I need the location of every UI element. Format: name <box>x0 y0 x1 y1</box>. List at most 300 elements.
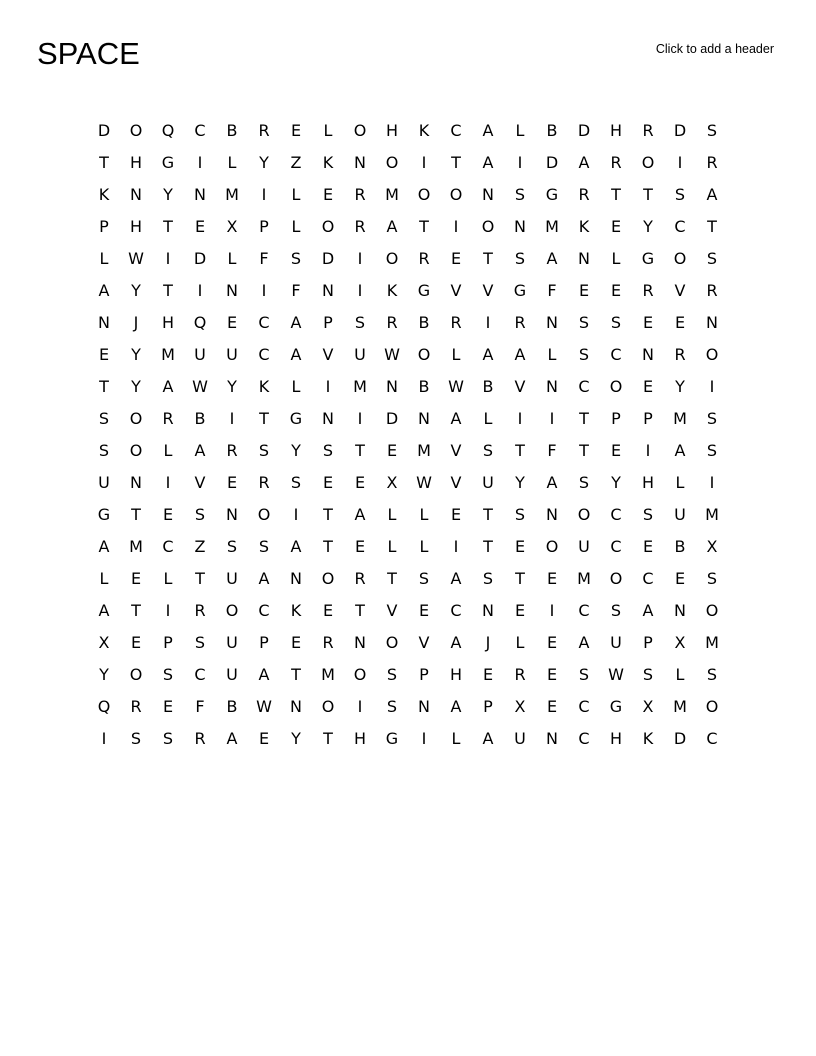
grid-letter: O <box>705 345 719 364</box>
grid-letter: U <box>578 537 590 556</box>
grid-letter: M <box>353 377 367 396</box>
grid-letter: H <box>609 729 623 748</box>
grid-letter: L <box>515 121 525 140</box>
grid-letter: E <box>578 281 590 300</box>
grid-letter: A <box>258 569 270 588</box>
grid-letter: W <box>448 377 464 396</box>
grid-letter: N <box>98 313 110 332</box>
grid-letter: Y <box>99 665 109 684</box>
grid-letter: O <box>321 569 335 588</box>
grid-letter: U <box>482 473 494 492</box>
grid-letter: E <box>674 313 686 332</box>
grid-letter: L <box>291 217 301 236</box>
grid-letter: L <box>323 121 333 140</box>
grid-letter: E <box>546 665 558 684</box>
grid-letter: Y <box>131 345 141 364</box>
grid-letter: L <box>675 665 685 684</box>
grid-letter: R <box>354 217 366 236</box>
grid-letter: T <box>515 569 525 588</box>
grid-letter: E <box>450 249 462 268</box>
grid-letter: V <box>194 473 206 492</box>
grid-letter: S <box>578 473 590 492</box>
grid-letter: A <box>98 601 110 620</box>
grid-letter: L <box>227 153 237 172</box>
grid-letter: T <box>579 409 589 428</box>
grid-letter: R <box>642 121 654 140</box>
grid-letter: I <box>453 217 459 236</box>
grid-letter: Y <box>675 377 685 396</box>
grid-letter: L <box>483 409 493 428</box>
grid-letter: X <box>98 633 110 652</box>
grid-letter: V <box>450 281 462 300</box>
grid-letter: C <box>674 217 686 236</box>
grid-letter: E <box>290 121 302 140</box>
grid-letter: T <box>291 665 301 684</box>
grid-letter: N <box>674 601 686 620</box>
grid-letter: M <box>705 633 719 652</box>
grid-letter: N <box>482 185 494 204</box>
grid-letter: K <box>290 601 302 620</box>
grid-letter: P <box>419 665 429 684</box>
grid-letter: A <box>354 505 366 524</box>
grid-letter: U <box>226 345 238 364</box>
grid-letter: P <box>643 409 653 428</box>
grid-letter: B <box>226 697 238 716</box>
grid-letter: A <box>450 633 462 652</box>
grid-letter: R <box>354 185 366 204</box>
grid-letter: P <box>611 409 621 428</box>
grid-letter: X <box>642 697 654 716</box>
grid-letter: S <box>706 441 718 460</box>
grid-letter: S <box>706 665 718 684</box>
grid-letter: A <box>450 409 462 428</box>
grid-letter: M <box>161 345 175 364</box>
grid-letter: I <box>645 441 651 460</box>
grid-letter: T <box>323 505 333 524</box>
grid-letter: G <box>161 153 175 172</box>
grid-letter: R <box>130 697 142 716</box>
grid-letter: T <box>355 601 365 620</box>
grid-letter: L <box>419 505 429 524</box>
grid-letter: W <box>192 377 208 396</box>
grid-letter: I <box>709 473 715 492</box>
grid-letter: I <box>709 377 715 396</box>
grid-letter: T <box>323 729 333 748</box>
grid-letter: G <box>513 281 527 300</box>
grid-letter: I <box>517 409 523 428</box>
grid-letter: A <box>98 281 110 300</box>
grid-letter: T <box>163 217 173 236</box>
grid-letter: Y <box>131 281 141 300</box>
grid-letter: X <box>674 633 686 652</box>
grid-letter: X <box>226 217 238 236</box>
grid-letter: H <box>129 153 143 172</box>
grid-letter: C <box>258 313 270 332</box>
grid-letter: E <box>610 441 622 460</box>
grid-letter: E <box>610 281 622 300</box>
grid-letter: H <box>129 217 143 236</box>
grid-letter: A <box>450 697 462 716</box>
grid-letter: Q <box>97 697 111 716</box>
grid-letter: E <box>610 217 622 236</box>
grid-letter: I <box>357 281 363 300</box>
grid-letter: C <box>194 665 206 684</box>
grid-letter: S <box>162 729 174 748</box>
grid-letter: A <box>578 153 590 172</box>
grid-letter: Y <box>259 153 269 172</box>
grid-letter: W <box>256 697 272 716</box>
grid-letter: A <box>482 121 494 140</box>
grid-letter: R <box>418 249 430 268</box>
grid-letter: C <box>706 729 718 748</box>
grid-letter: U <box>194 345 206 364</box>
grid-letter: T <box>323 537 333 556</box>
grid-letter: A <box>546 249 558 268</box>
grid-letter: S <box>706 121 718 140</box>
grid-letter: L <box>163 441 173 460</box>
grid-letter: R <box>322 633 334 652</box>
grid-letter: O <box>385 633 399 652</box>
grid-letter: S <box>578 665 590 684</box>
grid-letter: I <box>357 697 363 716</box>
grid-letter: T <box>515 441 525 460</box>
grid-letter: S <box>706 409 718 428</box>
grid-letter: A <box>546 473 558 492</box>
grid-letter: L <box>291 377 301 396</box>
grid-letter: S <box>642 505 654 524</box>
grid-letter: U <box>610 633 622 652</box>
grid-letter: T <box>387 569 397 588</box>
grid-letter: K <box>418 121 430 140</box>
grid-letter: E <box>162 697 174 716</box>
grid-letter: P <box>643 633 653 652</box>
grid-letter: S <box>674 185 686 204</box>
grid-letter: I <box>261 281 267 300</box>
grid-letter: S <box>194 505 206 524</box>
grid-letter: S <box>386 665 398 684</box>
grid-letter: R <box>706 153 718 172</box>
grid-letter: P <box>163 633 173 652</box>
grid-letter: E <box>642 377 654 396</box>
grid-letter: E <box>546 633 558 652</box>
grid-letter: N <box>386 377 398 396</box>
grid-letter: O <box>481 217 495 236</box>
grid-letter: M <box>225 185 239 204</box>
grid-letter: C <box>610 537 622 556</box>
grid-letter: P <box>99 217 109 236</box>
grid-letter: U <box>98 473 110 492</box>
grid-letter: B <box>482 377 494 396</box>
grid-letter: O <box>417 185 431 204</box>
grid-letter: C <box>610 345 622 364</box>
grid-letter: E <box>546 697 558 716</box>
grid-letter: S <box>578 313 590 332</box>
grid-letter: G <box>641 249 655 268</box>
grid-letter: B <box>546 121 558 140</box>
grid-letter: D <box>321 249 335 268</box>
grid-letter: R <box>258 121 270 140</box>
grid-letter: L <box>387 505 397 524</box>
grid-letter: A <box>194 441 206 460</box>
grid-letter: I <box>101 729 107 748</box>
grid-letter: E <box>130 569 142 588</box>
grid-letter: I <box>485 313 491 332</box>
grid-letter: I <box>357 409 363 428</box>
grid-letter: S <box>322 441 334 460</box>
grid-letter: Y <box>611 473 621 492</box>
grid-letter: G <box>97 505 111 524</box>
grid-letter: L <box>419 537 429 556</box>
grid-letter: S <box>706 569 718 588</box>
grid-letter: R <box>194 729 206 748</box>
grid-letter: E <box>130 633 142 652</box>
grid-letter: L <box>451 345 461 364</box>
grid-letter: S <box>386 697 398 716</box>
grid-letter: M <box>577 569 591 588</box>
grid-letter: D <box>193 249 207 268</box>
grid-letter: C <box>450 121 462 140</box>
grid-letter: F <box>195 697 205 716</box>
grid-letter: D <box>673 729 687 748</box>
grid-letter: T <box>611 185 621 204</box>
grid-letter: O <box>385 249 399 268</box>
grid-letter: X <box>386 473 398 492</box>
grid-letter: P <box>259 217 269 236</box>
grid-letter: N <box>130 185 142 204</box>
grid-letter: E <box>290 633 302 652</box>
grid-letter: A <box>674 441 686 460</box>
grid-letter: O <box>129 441 143 460</box>
grid-letter: T <box>99 153 109 172</box>
grid-letter: O <box>353 665 367 684</box>
grid-letter: M <box>705 505 719 524</box>
grid-letter: E <box>450 505 462 524</box>
grid-letter: W <box>608 665 624 684</box>
grid-letter: O <box>449 185 463 204</box>
grid-letter: E <box>98 345 110 364</box>
grid-letter: S <box>354 313 366 332</box>
grid-letter: C <box>642 569 654 588</box>
grid-letter: U <box>226 633 238 652</box>
grid-letter: E <box>482 665 494 684</box>
grid-letter: L <box>227 249 237 268</box>
grid-letter: T <box>483 249 493 268</box>
grid-letter: Y <box>227 377 237 396</box>
grid-letter: Q <box>161 121 175 140</box>
grid-letter: G <box>289 409 303 428</box>
grid-letter: T <box>195 569 205 588</box>
grid-letter: X <box>514 697 526 716</box>
grid-letter: E <box>514 601 526 620</box>
grid-letter: S <box>578 345 590 364</box>
grid-letter: P <box>259 633 269 652</box>
grid-letter: N <box>546 505 558 524</box>
add-header-placeholder[interactable]: Click to add a header <box>655 42 774 56</box>
grid-letter: R <box>258 473 270 492</box>
grid-letter: Y <box>643 217 653 236</box>
grid-letter: X <box>706 537 718 556</box>
grid-letter: N <box>290 697 302 716</box>
grid-letter: L <box>611 249 621 268</box>
grid-letter: S <box>514 505 526 524</box>
grid-letter: N <box>482 601 494 620</box>
grid-letter: M <box>321 665 335 684</box>
grid-letter: F <box>547 281 557 300</box>
grid-letter: C <box>578 601 590 620</box>
grid-letter: R <box>194 601 206 620</box>
grid-letter: R <box>578 185 590 204</box>
grid-letter: E <box>322 473 334 492</box>
grid-letter: C <box>578 377 590 396</box>
grid-letter: H <box>641 473 655 492</box>
grid-letter: M <box>545 217 559 236</box>
grid-letter: I <box>325 377 331 396</box>
grid-letter: S <box>482 569 494 588</box>
grid-letter: N <box>514 217 526 236</box>
grid-letter: T <box>131 601 141 620</box>
grid-letter: C <box>194 121 206 140</box>
grid-letter: P <box>483 697 493 716</box>
grid-letter: H <box>609 121 623 140</box>
grid-letter: L <box>163 569 173 588</box>
grid-letter: Y <box>291 729 301 748</box>
grid-letter: I <box>197 153 203 172</box>
grid-letter: C <box>450 601 462 620</box>
grid-letter: R <box>514 313 526 332</box>
word-search-grid <box>88 115 728 755</box>
grid-letter: I <box>421 153 427 172</box>
grid-letter: C <box>162 537 174 556</box>
grid-letter: I <box>453 537 459 556</box>
grid-letter: K <box>258 377 270 396</box>
grid-letter: Z <box>194 537 206 556</box>
grid-letter: S <box>290 473 302 492</box>
grid-letter: A <box>578 633 590 652</box>
grid-letter: N <box>194 185 206 204</box>
grid-letter: O <box>129 409 143 428</box>
grid-letter: L <box>675 473 685 492</box>
grid-letter: N <box>418 409 430 428</box>
grid-letter: T <box>355 441 365 460</box>
grid-letter: F <box>291 281 301 300</box>
grid-letter: R <box>706 281 718 300</box>
grid-letter: E <box>418 601 430 620</box>
grid-letter: T <box>99 377 109 396</box>
grid-letter: H <box>161 313 175 332</box>
grid-letter: I <box>549 601 555 620</box>
grid-letter: A <box>162 377 174 396</box>
grid-letter: T <box>643 185 653 204</box>
grid-letter: V <box>322 345 334 364</box>
grid-letter: A <box>258 665 270 684</box>
grid-letter: I <box>517 153 523 172</box>
grid-letter: C <box>578 697 590 716</box>
grid-letter: O <box>385 153 399 172</box>
grid-letter: S <box>482 441 494 460</box>
grid-letter: K <box>578 217 590 236</box>
grid-letter: E <box>354 537 366 556</box>
grid-letter: F <box>259 249 269 268</box>
grid-letter: G <box>545 185 559 204</box>
grid-letter: B <box>418 377 430 396</box>
page-title: SPACE <box>37 36 140 71</box>
grid-letter: M <box>385 185 399 204</box>
grid-letter: A <box>482 345 494 364</box>
grid-letter: N <box>322 409 334 428</box>
grid-letter: Y <box>515 473 525 492</box>
grid-letter: J <box>485 633 491 652</box>
grid-letter: O <box>641 153 655 172</box>
grid-letter: D <box>577 121 591 140</box>
grid-letter: U <box>226 569 238 588</box>
grid-letter: E <box>642 313 654 332</box>
grid-letter: E <box>354 473 366 492</box>
grid-letter: I <box>421 729 427 748</box>
grid-letter: I <box>229 409 235 428</box>
grid-letter: E <box>674 569 686 588</box>
grid-letter: N <box>578 249 590 268</box>
grid-letter: A <box>482 153 494 172</box>
grid-letter: I <box>165 601 171 620</box>
grid-letter: B <box>674 537 686 556</box>
grid-letter: K <box>98 185 110 204</box>
grid-letter: O <box>129 121 143 140</box>
grid-letter: A <box>290 345 302 364</box>
grid-letter: S <box>226 537 238 556</box>
grid-letter: T <box>131 505 141 524</box>
grid-letter: N <box>322 281 334 300</box>
grid-letter: S <box>98 441 110 460</box>
grid-letter: O <box>673 249 687 268</box>
grid-letter: S <box>258 537 270 556</box>
grid-letter: N <box>418 697 430 716</box>
grid-letter: R <box>674 345 686 364</box>
grid-letter: E <box>162 505 174 524</box>
grid-letter: Y <box>163 185 173 204</box>
grid-letter: V <box>514 377 526 396</box>
grid-letter: E <box>322 185 334 204</box>
grid-letter: A <box>514 345 526 364</box>
grid-letter: E <box>514 537 526 556</box>
grid-letter: B <box>226 121 238 140</box>
grid-letter: C <box>258 345 270 364</box>
grid-letter: S <box>514 249 526 268</box>
grid-letter: S <box>258 441 270 460</box>
grid-letter: G <box>385 729 399 748</box>
grid-letter: N <box>290 569 302 588</box>
grid-letter: G <box>609 697 623 716</box>
grid-letter: T <box>163 281 173 300</box>
grid-letter: O <box>705 601 719 620</box>
grid-letter: E <box>194 217 206 236</box>
grid-letter: S <box>610 601 622 620</box>
grid-letter: A <box>706 185 718 204</box>
grid-letter: L <box>451 729 461 748</box>
grid-letter: O <box>321 217 335 236</box>
grid-letter: R <box>386 313 398 332</box>
grid-letter: E <box>258 729 270 748</box>
grid-letter: I <box>677 153 683 172</box>
grid-letter: C <box>578 729 590 748</box>
grid-letter: O <box>225 601 239 620</box>
grid-letter: O <box>257 505 271 524</box>
grid-letter: N <box>354 633 366 652</box>
grid-letter: E <box>226 313 238 332</box>
grid-letter: R <box>354 569 366 588</box>
grid-letter: S <box>418 569 430 588</box>
grid-letter: I <box>293 505 299 524</box>
grid-letter: H <box>353 729 367 748</box>
